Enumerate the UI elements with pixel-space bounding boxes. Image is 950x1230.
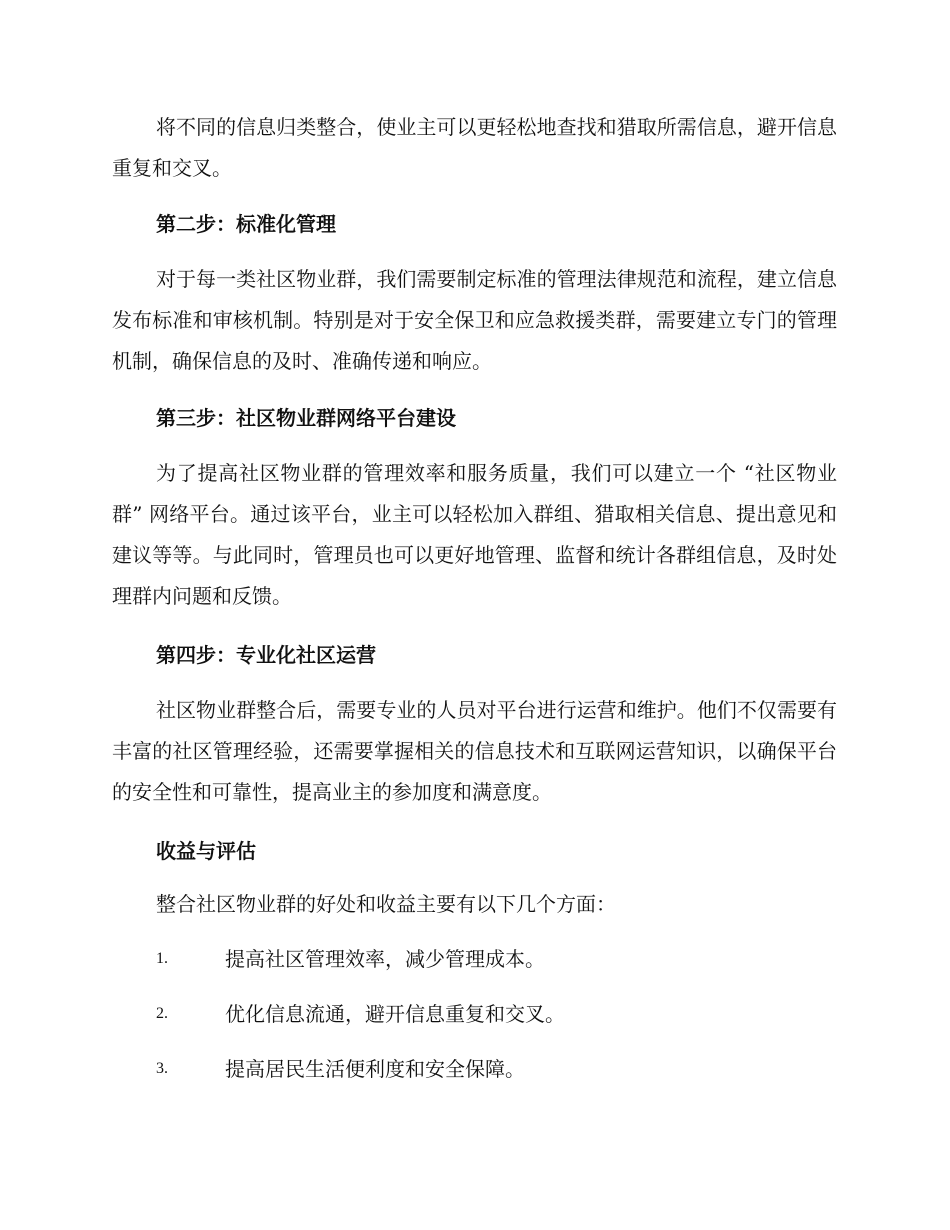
section-heading-step-2: 第二步：标准化管理	[156, 212, 336, 236]
body-paragraph: 整合社区物业群的好处和收益主要有以下几个方面：	[156, 892, 616, 916]
list-text: 提高社区管理效率，减少管理成本。	[225, 947, 545, 971]
body-paragraph: 对于每一类社区物业群，我们需要制定标准的管理法律规范和流程，建立信息发布标准和审核机制。特别是对于安全保卫和应急救援类群，需要建立专门的管理机制，确保信息的及时、准确传递和响应。	[112, 267, 837, 373]
section-heading-step-4: 第四步：专业化社区运营	[156, 643, 376, 667]
body-paragraph: 社区物业群整合后，需要专业的人员对平台进行运营和维护。他们不仅需要有丰富的社区管理经验，还需要掌握相关的信息技术和互联网运营知识，以确保平台的安全性和可靠性，提高业主的参加度和满意度。	[112, 698, 837, 804]
section-heading-step-3: 第三步：社区物业群网络平台建设	[156, 406, 456, 430]
list-text: 提高居民生活便利度和安全保障。	[225, 1057, 525, 1081]
section-heading-benefits: 收益与评估	[156, 839, 256, 863]
list-text: 优化信息流通，避开信息重复和交叉。	[225, 1002, 565, 1026]
list-number: 3.	[156, 1060, 168, 1077]
list-number: 1.	[156, 950, 168, 967]
list-number: 2.	[156, 1005, 168, 1022]
body-paragraph: 为了提高社区物业群的管理效率和服务质量，我们可以建立一个 “社区物业群” 网络平台。通过该平台，业主可以轻松加入群组、猎取相关信息、提出意见和建议等等。与此同时，管理员也可以更好地管理、监督和统计各群组信息，及时处理群内问题和反馈。	[112, 461, 837, 608]
body-paragraph: 将不同的信息归类整合，使业主可以更轻松地查找和猎取所需信息，避开信息重复和交叉。	[112, 115, 837, 180]
